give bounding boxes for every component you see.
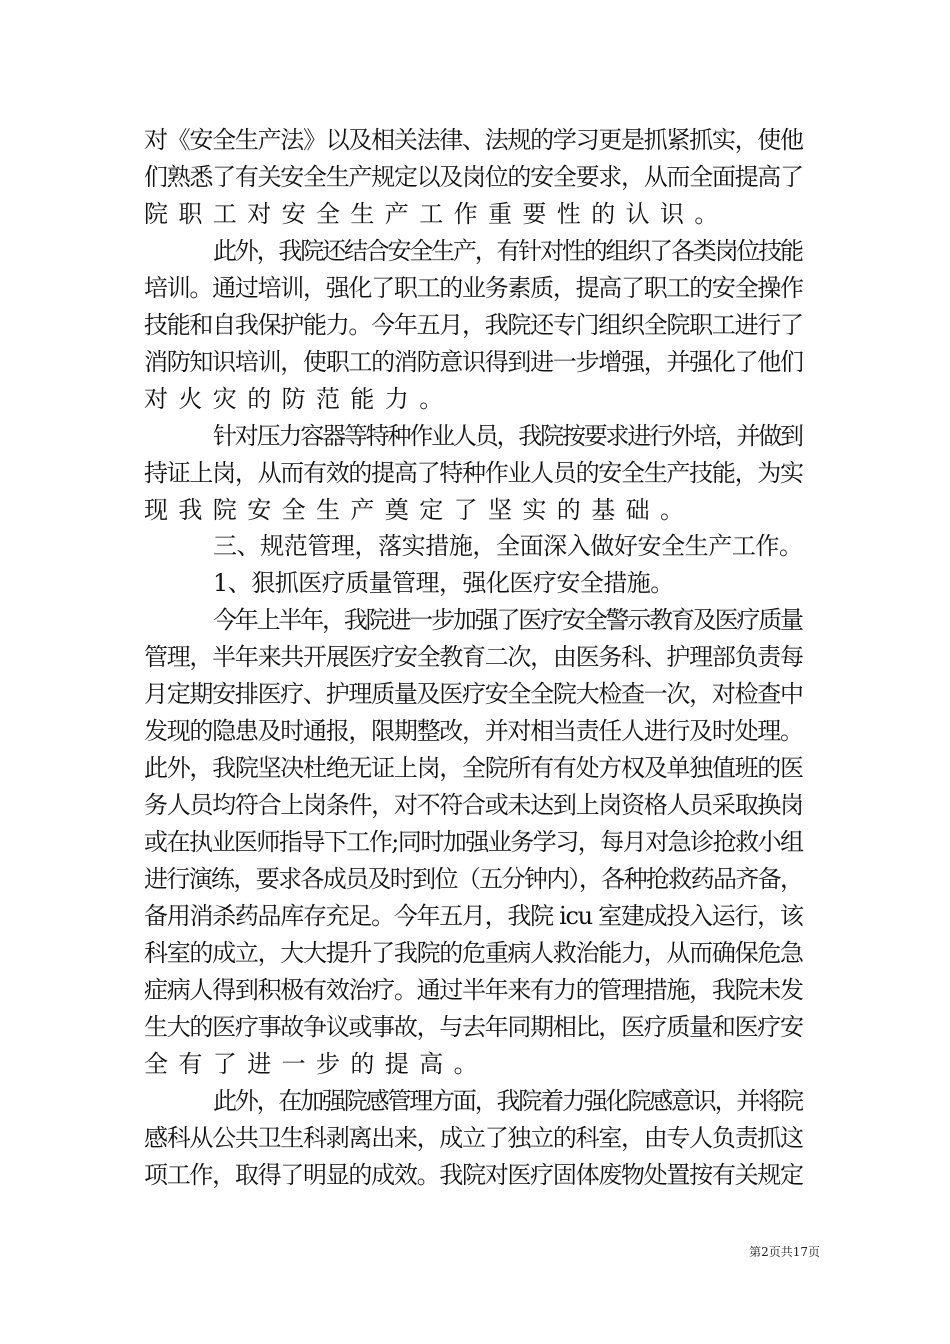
text-line: 对《安全生产法》以及相关法律、法规的学习更是抓紧抓实，使他 — [144, 126, 803, 154]
text-line: 技能和自我保护能力。今年五月，我院还专门组织全院职工进行了 — [144, 310, 803, 339]
text-line: 项工作，取得了明显的成效。我院对医疗固体废物处置按有关规定 — [144, 1160, 803, 1189]
text-line: 此外，在加强院感管理方面，我院着力强化院感意识，并将院 — [213, 1086, 802, 1115]
text-line: 务人员均符合上岗条件，对不符合或未达到上岗资格人员采取换岗 — [144, 791, 803, 820]
text-line: 备用消杀药品库存充足。今年五月，我院 icu 室建成投入运行，该 — [144, 902, 803, 931]
text-line: 今年上半年，我院进一步加强了医疗安全警示教育及医疗质量 — [213, 606, 802, 635]
text-line: 持证上岗，从而有效的提高了特种作业人员的安全生产技能，为实 — [144, 458, 803, 487]
text-line: 对火灾的防范能力。 — [144, 384, 454, 413]
text-line: 科室的成立，大大提升了我院的危重病人救治能力，从而确保危急 — [144, 938, 803, 967]
page-footer-number: 第2页共17页 — [749, 1245, 820, 1259]
text-line: 消防知识培训，使职工的消防意识得到进一步增强，并强化了他们 — [144, 347, 803, 376]
text-line: 1、狠抓医疗质量管理，强化医疗安全措施。 — [213, 569, 674, 598]
text-line: 或在执业医师指导下工作;同时加强业务学习，每月对急诊抢救小组 — [144, 828, 803, 857]
text-line: 感科从公共卫生科剥离出来，成立了独立的科室，由专人负责抓这 — [144, 1123, 803, 1152]
text-line: 培训。通过培训，强化了职工的业务素质，提高了职工的安全操作 — [144, 273, 803, 302]
text-line: 针对压力容器等特种作业人员，我院按要求进行外培，并做到 — [213, 421, 802, 450]
text-line: 院职工对安全生产工作重要性的认识。 — [144, 199, 729, 228]
text-line: 此外，我院坚决杜绝无证上岗，全院所有有处方权及单独值班的医 — [144, 754, 803, 783]
text-line: 此外，我院还结合安全生产，有针对性的组织了各类岗位技能 — [213, 236, 802, 265]
text-line: 三、规范管理，落实措施，全面深入做好安全生产工作。 — [213, 532, 803, 561]
text-line: 月定期安排医疗、护理质量及医疗安全全院大检查一次，对检查中 — [144, 680, 803, 709]
text-line: 进行演练，要求各成员及时到位（五分钟内），各种抢救药品齐备， — [144, 865, 803, 894]
text-line: 现我院安全生产奠定了坚实的基础。 — [144, 495, 695, 524]
document-body — [144, 122, 814, 1194]
text-line: 发现的隐患及时通报，限期整改，并对相当责任人进行及时处理。 — [144, 717, 803, 746]
text-line: 全有了进一步的提高。 — [144, 1049, 488, 1078]
text-line: 症病人得到积极有效治疗。通过半年来有力的管理措施，我院未发 — [144, 975, 803, 1004]
text-line: 生大的医疗事故争议或事故，与去年同期相比，医疗质量和医疗安 — [144, 1012, 803, 1041]
text-line: 管理，半年来共开展医疗安全教育二次，由医务科、护理部负责每 — [144, 643, 803, 672]
text-line: 们熟悉了有关安全生产规定以及岗位的安全要求，从而全面提高了 — [144, 162, 803, 191]
